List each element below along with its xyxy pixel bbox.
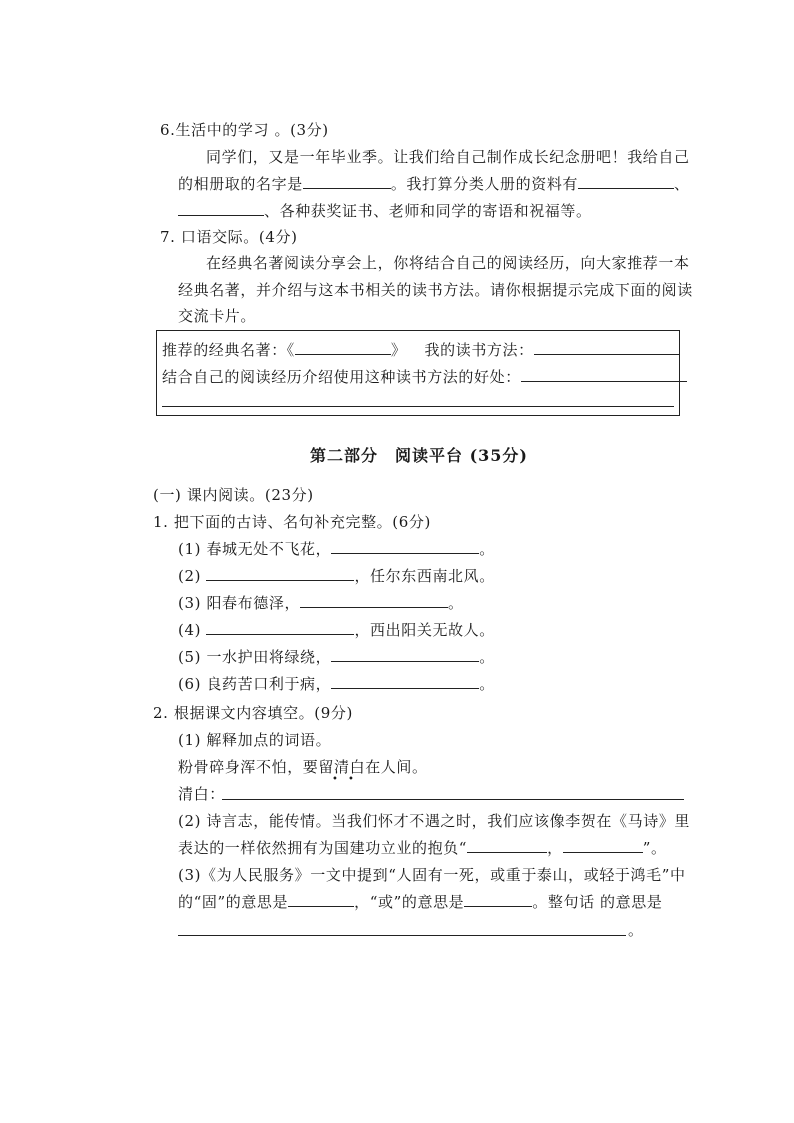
poem-item [178, 619, 495, 641]
qingbai-blank[interactable] [222, 799, 684, 800]
q2-sub1: (1) 解释加点的词语。 [178, 731, 332, 749]
q2-sub2-line-1: (2) 诗言志，能传情。当我们怀才不遇之时，我们应该像李贺在《马诗》里 [178, 812, 691, 830]
poem-item-post: ，任尔东西南北风。 [354, 567, 495, 585]
q2-sub3-line-1: (3)《为人民服务》一文中提到“人固有一死，或重于泰山，或轻于鸿毛”中 [178, 866, 686, 884]
section1-heading: (一) 课内阅读。(23分) [153, 486, 314, 504]
poem-item-post: ，西出阳关无故人。 [354, 621, 495, 639]
sentence-label: 。整句话 的意思是 [532, 893, 663, 911]
q7-line-1: 在经典名著阅读分享会上，你将结合自己的阅读经历，向大家推荐一本 [206, 254, 690, 272]
poem-blank[interactable] [331, 646, 479, 662]
poem-item-num: (5) [178, 648, 202, 666]
materials-blank-1[interactable] [578, 173, 674, 189]
poem-item [178, 565, 495, 587]
method-blank[interactable] [534, 339, 680, 355]
part2-title: 第二部分 阅读平台 (35分) [310, 446, 528, 465]
poem-item-pre: 春城无处不飞花， [206, 540, 332, 558]
q7-line-2: 经典名著，并介绍与这本书相关的读书方法。请你根据提示完成下面的阅读 [178, 281, 693, 299]
q1-heading: 1. 把下面的古诗、名句补充完整。(6分) [153, 513, 431, 531]
poem-item [178, 592, 464, 614]
emphasis-dot: • [332, 774, 338, 785]
sub2-text: 表达的一样依然拥有为国建功立业的抱负“ [178, 839, 468, 857]
poem-item-post: 。 [448, 594, 464, 612]
poem-item [178, 646, 495, 668]
book-name-blank[interactable] [295, 339, 391, 355]
sub2-comma: ， [547, 839, 563, 857]
poem-item-pre: 阳春布德泽， [206, 594, 301, 612]
poem-item-post: 。 [479, 648, 495, 666]
gu-meaning-blank[interactable] [288, 891, 354, 907]
q7-line-3: 交流卡片。 [178, 307, 257, 325]
q2-heading: 2. 根据课文内容填空。(9分) [153, 704, 353, 722]
poem-item-pre: 良药苦口利于病， [206, 675, 332, 693]
card-row-1 [162, 339, 680, 361]
q6-materials-label: 。我打算分类人册的资料有 [390, 175, 579, 193]
book-close: 》 [390, 341, 407, 359]
ambition-blank-1[interactable] [467, 837, 547, 853]
q6-comma: 、 [674, 175, 690, 193]
album-name-blank[interactable] [303, 173, 391, 189]
qingbai-label: 清白： [178, 785, 225, 803]
poem-item-num: (2) [178, 567, 202, 585]
q7-heading: 7. 口语交际。(4分) [160, 228, 298, 246]
poem-item-pre: 一水护田将绿绕， [206, 648, 332, 666]
poem-blank[interactable] [331, 538, 479, 554]
gu-label: 的“固”的意思是 [178, 893, 289, 911]
q6-line-1: 同学们，又是一年毕业季。让我们给自己制作成长纪念册吧！我给自己 [206, 148, 690, 166]
poem-item-num: (1) [178, 540, 202, 558]
book-label: 推荐的经典名著：《 [162, 341, 295, 359]
sub2-close: ”。 [642, 839, 667, 857]
poem-item [178, 673, 495, 695]
benefit-label: 结合自己的阅读经历介绍使用这种读书方法的好处： [162, 368, 521, 386]
poem-blank[interactable] [206, 619, 354, 635]
poem-item [178, 538, 495, 560]
benefit-blank-1[interactable] [521, 366, 687, 382]
poem-item-num: (4) [178, 621, 202, 639]
poem-blank[interactable] [331, 673, 479, 689]
q2-sub3-line-2 [178, 891, 662, 913]
poem-item-num: (3) [178, 594, 202, 612]
q6-line-2 [178, 173, 690, 195]
method-label: 我的读书方法： [424, 341, 534, 359]
ambition-blank-2[interactable] [563, 837, 643, 853]
q6-line-3 [178, 200, 592, 222]
huo-meaning-blank[interactable] [464, 891, 532, 907]
poem-item-post: 。 [479, 540, 495, 558]
huo-label: ，“或”的意思是 [354, 893, 465, 911]
card-row-2 [162, 366, 687, 388]
q6-line-3-text: 、各种获奖证书、老师和同学的寄语和祝福等。 [264, 202, 592, 220]
sentence-end: 。 [628, 921, 644, 939]
materials-blank-2[interactable] [178, 200, 264, 216]
emphasis-dot: • [348, 774, 354, 785]
q6-heading: 6.生活中的学习 。(3分) [160, 121, 329, 139]
poem-blank[interactable] [206, 565, 354, 581]
poem-item-post: 。 [479, 675, 495, 693]
sentence-meaning-blank[interactable] [178, 935, 626, 936]
q6-album-label: 的相册取的名字是 [178, 175, 303, 193]
poem-line: 粉骨碎身浑不怕，要留清白在人间。 [178, 758, 428, 776]
benefit-blank-2[interactable] [162, 406, 674, 407]
poem-blank[interactable] [300, 592, 448, 608]
q2-sub2-line-2 [178, 837, 667, 859]
poem-item-num: (6) [178, 675, 202, 693]
